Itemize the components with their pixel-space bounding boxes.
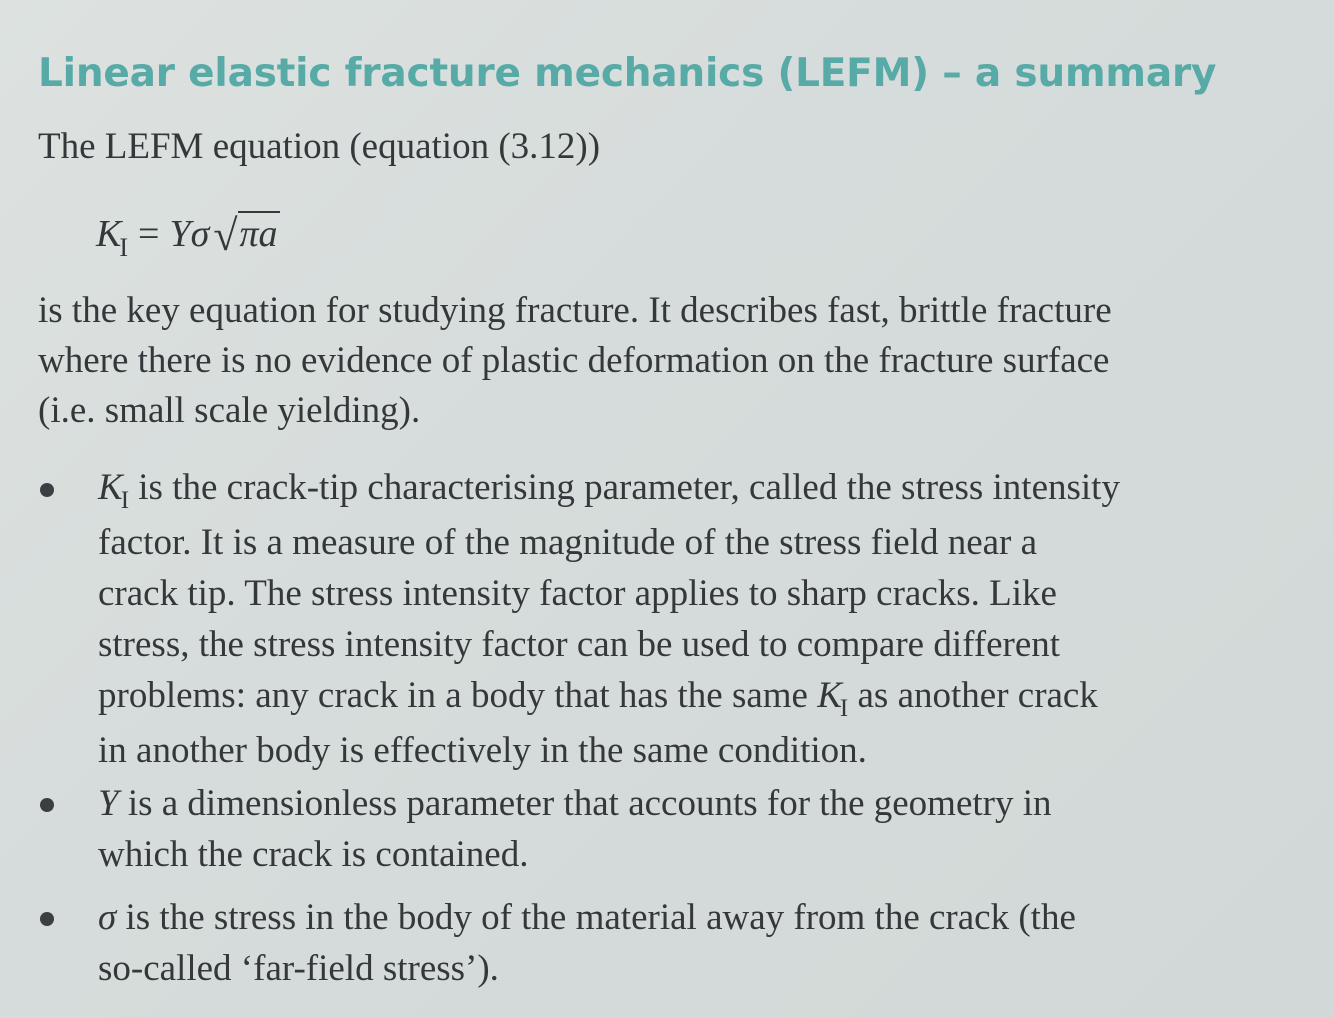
equation-k-subscript: I [119,233,129,262]
bullet-line: crack tip. The stress intensity factor applies to sharp cracks. Like [98,573,1057,614]
bullet-item-sigma [98,892,1076,994]
ki-symbol: K [98,467,123,508]
section-heading: Linear elastic fracture mechanics (LEFM) – a summary [38,51,1217,96]
bullet-line: is a dimensionless parameter that accounts for the geometry in [118,783,1052,824]
equation-radicand: πa [239,213,278,255]
lefm-equation [96,204,280,266]
bullet-line: is the crack-tip characterising parameter, called the stress intensity [129,467,1120,508]
bullet-line: as another crack [848,675,1098,716]
intro-text: The LEFM equation (equation (3.12)) [38,126,601,167]
y-symbol: Y [98,783,119,824]
equation-equals: = [138,213,160,255]
key-paragraph-line: is the key equation for studying fracture. It describes fast, brittle fracture [38,290,1112,331]
equation-radical-sign: √ [213,211,238,260]
bullet-dot [40,483,54,497]
bullet-dot [40,912,54,926]
bullet-line: in another body is effectively in the same condition. [98,730,867,771]
bullet-item-y [98,778,1052,880]
bullet-line: factor. It is a measure of the magnitude of the stress field near a [98,522,1038,563]
sigma-symbol: σ [98,897,117,938]
ki-subscript-inline: I [839,695,849,722]
bullet-line: so-called ‘far-field stress’). [98,948,499,989]
bullet-line: which the crack is contained. [98,834,529,875]
equation-k-symbol: K [96,213,122,255]
key-paragraph-line: (i.e. small scale yielding). [38,390,421,431]
key-paragraph-line: where there is no evidence of plastic deformation on the fracture surface [38,340,1110,381]
bullet-line: problems: any crack in a body that has the same [98,675,818,716]
key-paragraph [38,286,1112,436]
ki-symbol-inline: K [817,675,842,716]
equation-y-sigma: Yσ [169,213,210,255]
bullet-line: is the stress in the body of the material away from the crack (the [116,897,1076,938]
bullet-item-ki [98,462,1120,776]
ki-subscript: I [120,487,130,514]
bullet-dot [40,798,54,812]
bullet-line: stress, the stress intensity factor can be used to compare different [98,624,1061,665]
